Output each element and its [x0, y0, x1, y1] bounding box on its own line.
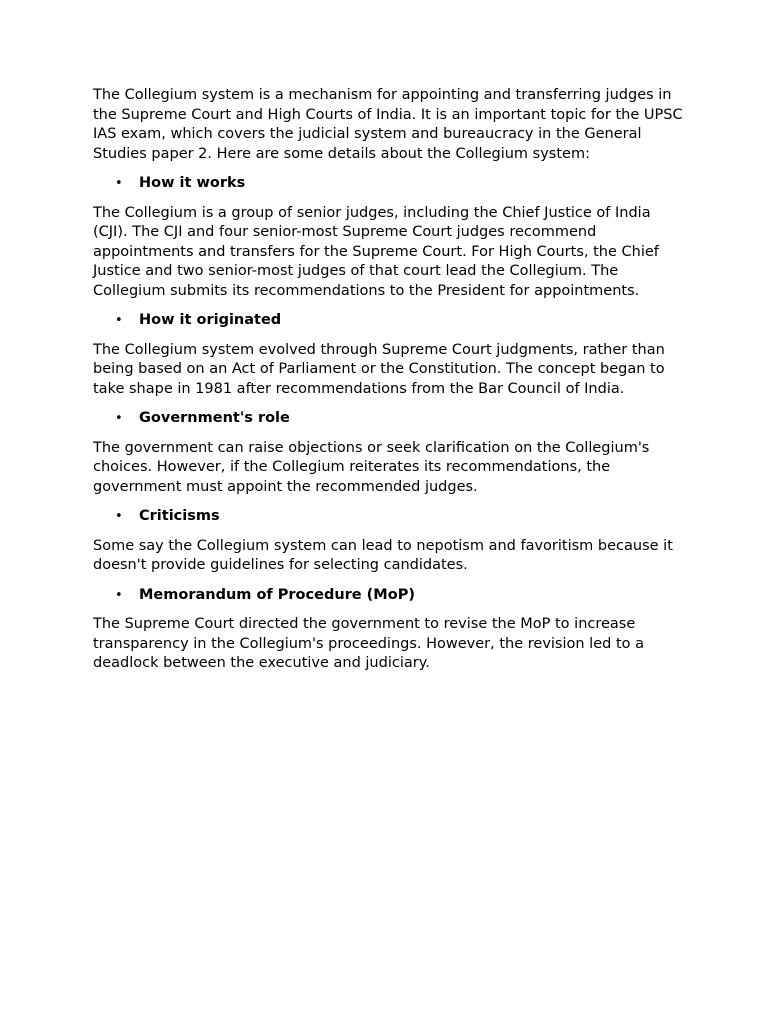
section-heading: Memorandum of Procedure (MoP) — [139, 586, 415, 603]
section-body: The government can raise objections or seek clarification on the Collegium's choices. However, if the Collegium reiterates its recommendations, the government must appoint the recommended judges. — [93, 439, 650, 495]
bullet-item — [93, 507, 683, 527]
section-body: The Collegium is a group of senior judges, including the Chief Justice of India (CJI). The CJI and four senior-most Supreme Court judges recommend appointments and transfers for the Supreme Court. For High Courts, the Chief Justice and two senior-most judges of that court lead the Collegium. The Collegium submits its recommendations to the President for appointments. — [93, 204, 659, 299]
section-how-it-originated — [93, 311, 683, 399]
section-memorandum-of-procedure — [93, 586, 683, 674]
section-heading: How it works — [139, 175, 246, 191]
bullet-item — [93, 174, 683, 194]
bullet-icon: • — [115, 411, 123, 426]
intro-paragraph: The Collegium system is a mechanism for appointing and transferring judges in the Supreme Court and High Courts of India. It is an important topic for the UPSC IAS exam, which covers the judicial system and bureaucracy in the General Studies paper 2. Here are some details about the Collegium system: — [93, 87, 683, 162]
section-body: Some say the Collegium system can lead to nepotism and favoritism because it doesn't provide guidelines for selecting candidates. — [93, 537, 673, 573]
bullet-icon: • — [115, 176, 123, 191]
section-government-role — [93, 409, 683, 497]
section-heading: How it originated — [139, 312, 282, 328]
bullet-item — [93, 311, 683, 331]
section-heading: Government's role — [139, 410, 290, 426]
section-how-it-works — [93, 174, 683, 301]
section-heading: Criticisms — [139, 508, 220, 524]
document-page — [93, 86, 683, 684]
bullet-item — [93, 586, 683, 606]
section-criticisms — [93, 507, 683, 576]
bullet-icon: • — [115, 587, 123, 603]
section-body: The Collegium system evolved through Supreme Court judgments, rather than being based on an Act of Parliament or the Constitution. The concept began to take shape in 1981 after recommendations from the Bar Council of India. — [93, 341, 665, 397]
bullet-icon: • — [115, 509, 123, 524]
bullet-item — [93, 409, 683, 429]
bullet-icon: • — [115, 313, 123, 328]
section-body: The Supreme Court directed the government to revise the MoP to increase transparency in the Collegium's proceedings. However, the revision led to a deadlock between the executive and judiciary. — [93, 616, 644, 671]
